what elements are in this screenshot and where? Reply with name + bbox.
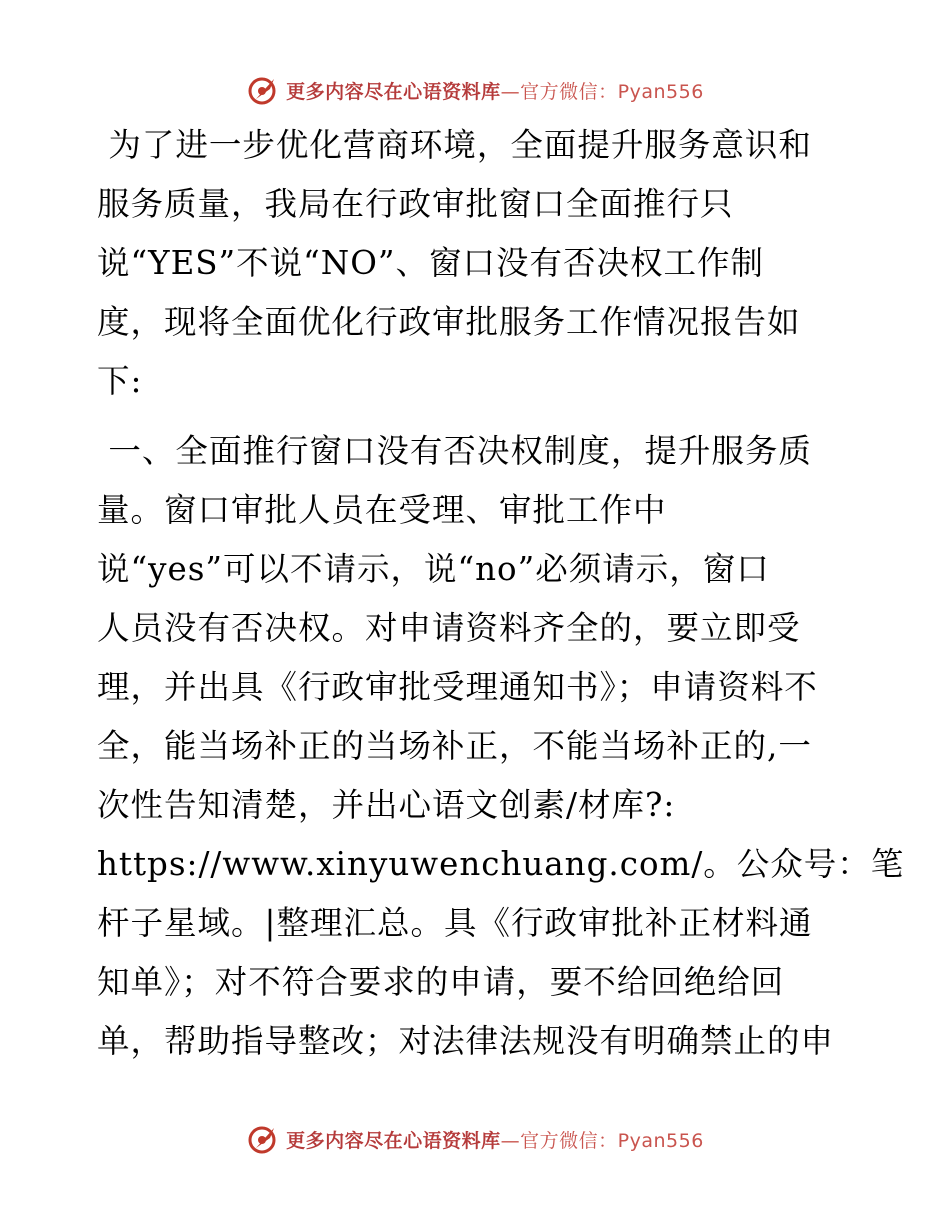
paragraph-line: 下: (97, 362, 143, 400)
paragraph-line: 人员没有否决权。对申请资料齐全的，要立即受 (97, 609, 801, 647)
paragraph-line: 说“YES”不说“NO”、窗口没有否决权工作制 (97, 244, 764, 282)
paragraph-line: 次性告知清楚，并出心语文创素/材库?: (97, 786, 676, 824)
paragraph-line: 说“yes”可以不请示，说“no”必须请示，窗口 (97, 550, 770, 588)
footer-banner-inner (246, 1122, 704, 1156)
paragraph-line: 服务质量，我局在行政审批窗口全面推行只 (97, 185, 734, 223)
paragraph-line: 全，能当场补正的当场补正，不能当场补正的,一 (97, 727, 812, 765)
footer-separator: — (500, 1129, 521, 1152)
header-banner-text (286, 77, 704, 104)
paragraph-line: 杆子星域。|整理汇总。具《行政审批补正材料通 (97, 904, 813, 942)
quill-circle-icon (246, 73, 280, 107)
footer-banner (0, 1117, 950, 1161)
paragraph-line: https://www.xinyuwenchuang.com/。公众号：笔 (97, 845, 905, 883)
header-separator: — (500, 80, 521, 103)
header-contact-text: 官方微信：Pyan556 (520, 80, 704, 103)
paragraph-2 (97, 422, 905, 1071)
footer-banner-text (286, 1126, 704, 1153)
paragraph-line: 理，并出具《行政审批受理通知书》；申请资料不 (97, 668, 818, 706)
paragraph-line: 量。窗口审批人员在受理、审批工作中 (97, 491, 667, 529)
paragraph-line: 单，帮助指导整改；对法律法规没有明确禁止的申 (97, 1022, 835, 1060)
paragraph-1 (97, 116, 857, 411)
header-banner (0, 68, 950, 112)
paragraph-line: 知单》；对不符合要求的申请，要不给回绝给回 (97, 963, 785, 1001)
document-body (97, 116, 905, 1071)
paragraph-line: 一、全面推行窗口没有否决权制度，提升服务质 (97, 432, 812, 470)
quill-circle-icon (246, 1122, 280, 1156)
footer-contact-text: 官方微信：Pyan556 (520, 1129, 704, 1152)
paragraph-line: 为了进一步优化营商环境，全面提升服务意识和 (97, 126, 812, 164)
paragraph-line: 度，现将全面优化行政审批服务工作情况报告如 (97, 303, 801, 341)
header-banner-inner (246, 73, 704, 107)
header-brand-text: 更多内容尽在心语资料库 (286, 80, 501, 103)
footer-brand-text: 更多内容尽在心语资料库 (286, 1129, 501, 1152)
